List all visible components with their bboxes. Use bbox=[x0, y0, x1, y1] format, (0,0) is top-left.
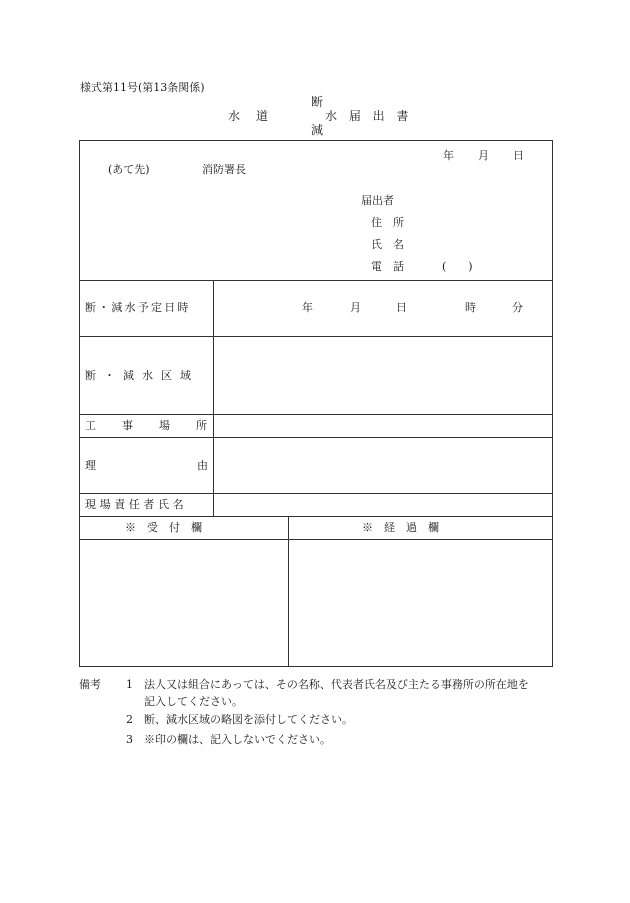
column-divider bbox=[288, 516, 289, 667]
note-2-text: 断、減水区域の略図を添付してください。 bbox=[144, 713, 353, 726]
title-stack-bottom: 減 bbox=[311, 123, 324, 137]
date-day: 日 bbox=[513, 149, 524, 162]
title-right: 水 届 出 書 bbox=[325, 109, 411, 123]
form-table bbox=[79, 140, 553, 667]
applicant-label: 届出者 bbox=[361, 194, 394, 207]
row-divider bbox=[79, 414, 553, 415]
row-divider bbox=[79, 280, 553, 281]
schedule-month: 月 bbox=[350, 301, 361, 314]
title-left: 水 道 bbox=[228, 109, 271, 123]
note-1-text: 法人又は組合にあっては、その名称、代表者氏名及び主たる事務所の所在地を bbox=[144, 678, 529, 691]
name-label: 氏 名 bbox=[371, 238, 404, 251]
reason-label: 理由 bbox=[85, 459, 309, 472]
phone-label: 電 話 bbox=[371, 260, 404, 273]
column-divider bbox=[213, 280, 214, 516]
note-1-continuation: 記入してください。 bbox=[144, 695, 243, 708]
addressee: 消防署長 bbox=[202, 163, 246, 176]
note-1-number: 1 bbox=[126, 678, 133, 691]
supervisor-label: 現場責任者氏名 bbox=[85, 498, 188, 511]
schedule-label-text: 断・減水予定日時 bbox=[85, 301, 191, 314]
row-divider bbox=[79, 493, 553, 494]
schedule-hour: 時 bbox=[465, 301, 476, 314]
area-label: 断・減水区域 bbox=[85, 369, 199, 382]
note-3-number: 3 bbox=[126, 733, 133, 746]
note-2-number: 2 bbox=[126, 713, 133, 726]
row-divider bbox=[79, 336, 553, 337]
addressee-prefix: (あて先) bbox=[108, 163, 150, 176]
reception-column-header: ※ 受 付 欄 bbox=[125, 521, 202, 534]
form-number: 様式第11号(第13条関係) bbox=[80, 81, 205, 94]
progress-column-header: ※ 経 過 欄 bbox=[362, 521, 439, 534]
phone-parentheses: ( ) bbox=[442, 260, 473, 273]
row-divider bbox=[79, 516, 553, 517]
address-label: 住 所 bbox=[371, 216, 404, 229]
row-divider bbox=[79, 437, 553, 438]
site-label: 工事場所 bbox=[85, 419, 233, 432]
notes-label: 備考 bbox=[79, 678, 101, 691]
date-month: 月 bbox=[478, 149, 489, 162]
title-stack-top: 断 bbox=[311, 95, 324, 109]
schedule-label bbox=[85, 302, 207, 313]
date-year: 年 bbox=[443, 149, 454, 162]
schedule-year: 年 bbox=[302, 301, 313, 314]
row-divider bbox=[79, 539, 553, 540]
schedule-day: 日 bbox=[396, 301, 407, 314]
schedule-minute: 分 bbox=[512, 301, 523, 314]
note-3-text: ※印の欄は、記入しないでください。 bbox=[144, 733, 331, 746]
